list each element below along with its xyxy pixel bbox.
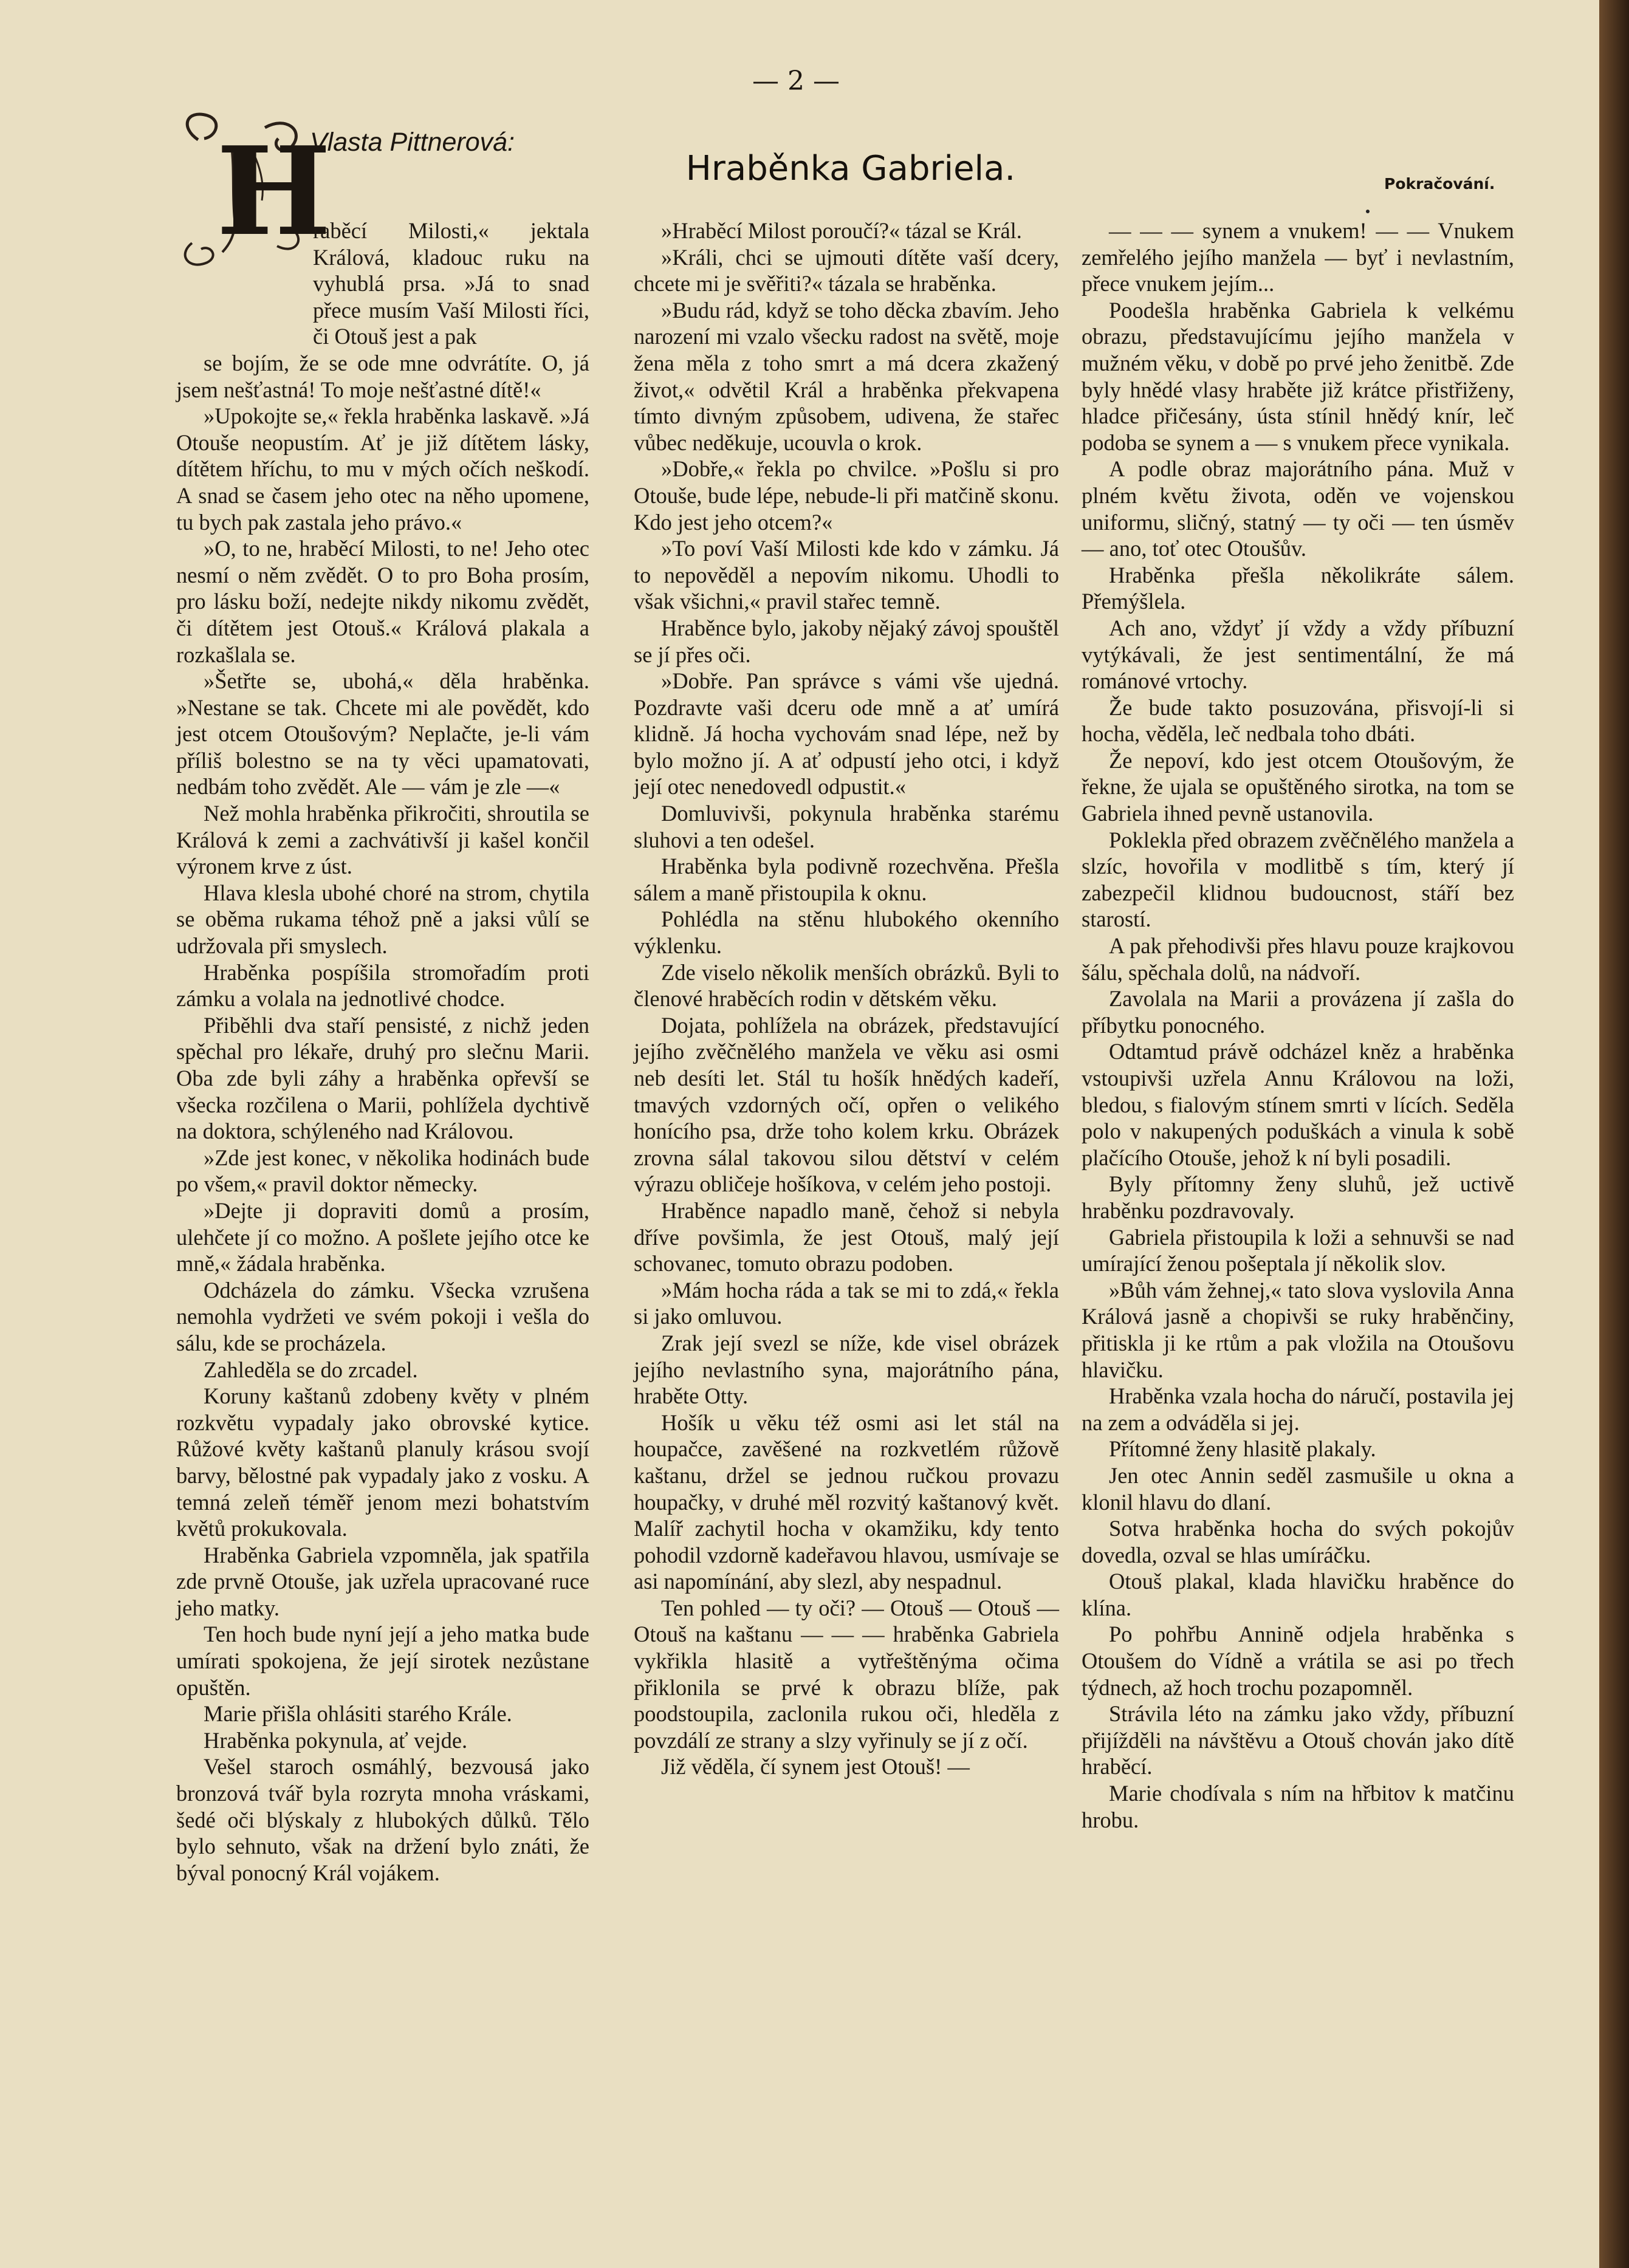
paragraph: Již věděla, čí synem jest Otouš! — [661, 1754, 970, 1780]
paragraph: A pak přehodivši přes hlavu pouze krajkovou šálu, spěchala dolů, na nádvoří. [1082, 933, 1514, 985]
article-title: Hraběnka Gabriela. [685, 149, 1016, 188]
paragraph: »Upokojte se,« řekla hraběnka laskavě. »Já Otouše neopustím. Ať je již dítětem lásky, dítětem hříchu, to mu v mých očích neškodí. A snad se časem jeho otec na něho upomene, tu bych pak zastala jeho právo.« [176, 403, 589, 535]
paragraph: Gabriela přistoupila k loži a sehnuvši se nad umírající ženou pošeptala jí několik slov. [1082, 1224, 1514, 1276]
paragraph: Zde viselo několik menších obrázků. Byli to členové hraběcích rodin v dětském věku. [634, 959, 1059, 1012]
paragraph: »Hraběcí Milost poroučí?« tázal se Král. [661, 218, 1022, 243]
column-1-body [176, 350, 589, 1886]
paragraph: Poklekla před obrazem zvěčnělého manžela a slzíc, hovořila v modlitbě s tím, který jí zabezpečil klidnou budoucnost, stáří bez starostí. [1082, 827, 1514, 932]
paragraph: »Bůh vám žehnej,« tato slova vyslovila Anna Králová jasně a chopivši se ruky hraběnčiny, přitiskla ji ke rtům a pak vložila na Otoušovu hlavičku. [1082, 1277, 1514, 1382]
paragraph: Ten hoch bude nyní její a jeho matka bude umírati spokojena, že její sirotek nezůstane opuštěn. [176, 1622, 589, 1700]
column-3-body [1082, 218, 1514, 1833]
author-name: Vlasta Pittnerová: [310, 128, 515, 157]
paragraph: A podle obraz majorátního pána. Muž v plném květu života, oděn ve vojenskou uniformu, sličný, statný — ty oči — ten úsměv — ano, toť otec Otoušův. [1082, 456, 1514, 561]
paragraph: Byly přítomny ženy sluhů, jež uctivě hraběnku pozdravovaly. [1082, 1171, 1514, 1223]
paragraph: Hraběnce napadlo maně, čehož si nebyla dříve povšimla, že jest Otouš, malý její schovanec, tomuto obrazu podoben. [634, 1197, 1059, 1276]
paragraph: Odcházela do zámku. Všecka vzrušena nemohla vydržeti ve svém pokoji i vešla do sálu, kde se procházela. [176, 1277, 589, 1355]
paragraph: Hraběnka byla podivně rozechvěna. Přešla sálem a maně přistoupila k oknu. [634, 854, 1059, 905]
paragraph: »To poví Vaší Milosti kde kdo v zámku. Já to nepověděl a nepovím nikomu. Uhodli to však všichni,« pravil stařec temně. [634, 536, 1059, 614]
paragraph: Zavolala na Marii a provázena jí zašla do příbytku ponocného. [1082, 986, 1514, 1038]
paragraph: »Mám hocha ráda a tak se mi to zdá,« řekla si jako omluvou. [634, 1277, 1059, 1329]
paragraph: Domluvivši, pokynula hraběnka starému sluhovi a ten odešel. [634, 801, 1059, 852]
paragraph: Zrak její svezl se níže, kde visel obrázek jejího nevlastního syna, majorátního pána, hraběte Otty. [634, 1330, 1059, 1409]
paragraph: Že bude takto posuzována, přisvojí-li si hocha, věděla, leč nedbala toho dbáti. [1082, 694, 1514, 747]
column-1-lead: raběcí Milosti,« jektala Králová, kladouc ruku na vyhublá prsa. »Já to snad přece musím Vaší Milosti říci, či Otouš jest a pak [313, 218, 589, 349]
ornament-dot [1366, 210, 1370, 213]
paragraph: Že nepoví, kdo jest otcem Otoušovým, že řekne, že ujala se opuštěného sirotka, na tom se Gabriela ihned pevně ustanovila. [1082, 747, 1514, 826]
initial-letter: H [216, 120, 331, 263]
paragraph: Hošík u věku též osmi asi let stál na houpačce, zavěšené na rozkvetlém růžově kaštanu, držel se jednou ručkou provazu houpačky, v druhé měl rozvitý kaštanový květ. Malíř zachytil hocha v okamžiku, kdy tento pohodil vzdorně kadeřavou hlavou, usmívaje se asi napomínání, aby slezl, aby nespadnul. [634, 1410, 1059, 1594]
paragraph: Pohlédla na stěnu hlubokého okenního výklenku. [634, 906, 1059, 959]
paragraph: Zahleděla se do zrcadel. [204, 1357, 418, 1382]
paragraph: Dojata, pohlížela na obrázek, představující jejího zvěčnělého manžela ve věku asi osmi neb desíti let. Stál tu hošík hnědých kadeří, tmavých vzdorných očí, opřen o velikého honícího psa, drže toho kolem krku. Obrázek zrovna sálal takovou silou dětství v celém výrazu obličeje hošíkova, v celém jeho postoji. [634, 1012, 1059, 1197]
paragraph: — — — synem a vnukem! — — Vnukem zemřelého jejího manžela — byť i nevlastním, přece vnukem jejím... [1082, 218, 1514, 296]
paragraph: Ach ano, vždyť jí vždy a vždy příbuzní vytýkávali, že jest sentimentální, že má románové vrtochy. [1082, 615, 1514, 694]
paragraph: »Šetřte se, ubohá,« děla hraběnka. »Nestane se tak. Chcete mi ale povědět, kdo jest otcem Otoušovým? Neplačte, je-li vám příliš bolestno se na ty věci upamatovati, nedbám toho zvědět. Ale — vám je zle —« [176, 668, 589, 800]
paragraph: Marie přišla ohlásiti starého Krále. [204, 1701, 512, 1727]
paragraph: Sotva hraběnka hocha do svých pokojův dovedla, ozval se hlas umíráčku. [1082, 1516, 1514, 1567]
paragraph: Přiběhli dva staří pensisté, z nichž jeden spěchal pro lékaře, druhý pro slečnu Marii. Oba zde byli záhy a hraběnka opřevší se všecka rozčilena o Marii, pohlížela dychtivě na doktora, schýleného nad Královou. [176, 1012, 589, 1144]
paragraph: Hlava klesla ubohé choré na strom, chytila se oběma rukama téhož pně a jaksi vůlí se udržovala při smyslech. [176, 880, 589, 959]
paragraph: Koruny kaštanů zdobeny květy v plném rozkvětu vypadaly jako obrovské kytice. Růžové květy kaštanů planuly krásou svojí barvy, bělostné pak vypadaly jako z vosku. A temná zeleň téměř jenom mezi bohatstvím květů prokukovala. [176, 1383, 589, 1541]
paragraph: Ten pohled — ty oči? — Otouš — Otouš — Otouš na kaštanu — — — hraběnka Gabriela vykřikla hlasitě a vytřeštěnýma očima přiklonila se prvé k obrazu blíže, pak poodstoupila, zaclonila rukou oči, hleděla z povzdálí ze strany a slzy vyřinuly se jí z očí. [634, 1595, 1059, 1753]
paragraph: »Zde jest konec, v několika hodinách bude po všem,« pravil doktor německy. [176, 1145, 589, 1197]
paragraph: Po pohřbu Annině odjela hraběnka s Otoušem do Vídně a vrátila se asi po třech týdnech, až hoch trochu pozapomněl. [1082, 1622, 1514, 1700]
paragraph: Marie chodívala s ním na hřbitov k matčinu hrobu. [1082, 1781, 1514, 1832]
paragraph: Jen otec Annin seděl zasmušile u okna a klonil hlavu do dlaní. [1082, 1462, 1514, 1515]
paragraph: Poodešla hraběnka Gabriela k velkému obrazu, představujícímu jejího manžela v mužném věku, v době po prvé jeho ženitbě. Zde byly hnědé vlasy hraběte již krátce přistřiženy, hladce přičesány, ústa stínil hnědý knír, leč podoba se synem a — s vnukem přece vynikala. [1082, 297, 1514, 455]
column-1 [176, 218, 589, 1886]
column-2-body [634, 218, 1059, 1780]
paragraph: »Dobře,« řekla po chvilce. »Pošlu si pro Otouše, bude lépe, nebude-li při matčině skonu. Kdo jest jeho otcem?« [634, 456, 1059, 535]
paragraph: Hraběnka vzala hocha do náručí, postavila jej na zem a odváděla si jej. [1082, 1383, 1514, 1435]
paragraph: Vešel staroch osmáhlý, bezvousá jako bronzová tvář byla rozryta mnoha vráskami, šedé oči blýskaly z hlubokých důlků. Tělo bylo sehnuto, však na držení bylo znáti, že býval ponocný Král vojákem. [176, 1754, 589, 1885]
paragraph: Hraběnce bylo, jakoby nějaký závoj spouštěl se jí přes oči. [634, 615, 1059, 667]
paragraph: Otouš plakal, klada hlavičku hraběnce do klína. [1082, 1569, 1514, 1620]
paragraph: »O, to ne, hraběcí Milosti, to ne! Jeho otec nesmí o něm zvědět. O to pro Boha prosím, pro lásku boží, nedejte nikdy nikomu zvědět, či dítětem jest Otouš.« Králová plakala a rozkašlala se. [176, 536, 589, 667]
paragraph: Hraběnka přešla několikráte sálem. Přemýšlela. [1082, 562, 1514, 614]
paragraph: Hraběnka Gabriela vzpomněla, jak spatřila zde prvně Otouše, jak uzřela upracované ruce jeho matky. [176, 1542, 589, 1620]
column-3 [1082, 218, 1514, 1833]
paragraph: Hraběnka pokynula, ať vejde. [204, 1727, 468, 1753]
paragraph: se bojím, že se ode mne odvrátíte. O, já jsem nešťastná! To moje nešťastné dítě!« [176, 350, 589, 402]
page-number: — 2 — [752, 66, 840, 97]
column-2 [634, 218, 1059, 1780]
paragraph: Odtamtud právě odcházel kněz a hraběnka vstoupivši uzřela Annu Královou na loži, bledou, s fialovým stínem smrti v lících. Seděla polo v nakupených poduškách a vinula k sobě plačícího Otouše, jehož k ní byli posadili. [1082, 1039, 1514, 1170]
continued-label: Pokračování. [1384, 175, 1495, 193]
paragraph: »Budu rád, když se toho děcka zbavím. Jeho narození mi vzalo všecku radost na světě, moje žena měla z toho smrt a má dcera zkažený život,« odvětil Král a hraběnka překvapena tímto divným způsobem, udivena, že stařec vůbec neděkuje, ucouvla o krok. [634, 297, 1059, 455]
book-spine [1599, 0, 1629, 2268]
paragraph: Přítomné ženy hlasitě plakaly. [1109, 1436, 1376, 1462]
paragraph: Hraběnka pospíšila stromořadím proti zámku a volala na jednotlivé chodce. [176, 959, 589, 1012]
paragraph: »Dobře. Pan správce s vámi vše ujedná. Pozdravte vaši dceru ode mně a ať umírá klidně. Já hocha vychovám snad lépe, než by bylo možno jí. A ať odpustí jeho otci, i když její otec nenedovedl odpustit.« [634, 668, 1059, 800]
paragraph: »Králi, chci se ujmouti dítěte vaší dcery, chcete mi je svěřiti?« tázala se hraběnka. [634, 244, 1059, 296]
paragraph: »Dejte ji dopraviti domů a prosím, ulehčete jí co možno. A pošlete jejího otce ke mně,« žádala hraběnka. [176, 1197, 589, 1276]
paragraph: Než mohla hraběnka přikročiti, shroutila se Králová k zemi a zachvátivší ji kašel končil výronem krve z úst. [176, 801, 589, 879]
paragraph: Strávila léto na zámku jako vždy, příbuzní přijížděli na návštěvu a Otouš chován jako dítě hraběcí. [1082, 1701, 1514, 1780]
